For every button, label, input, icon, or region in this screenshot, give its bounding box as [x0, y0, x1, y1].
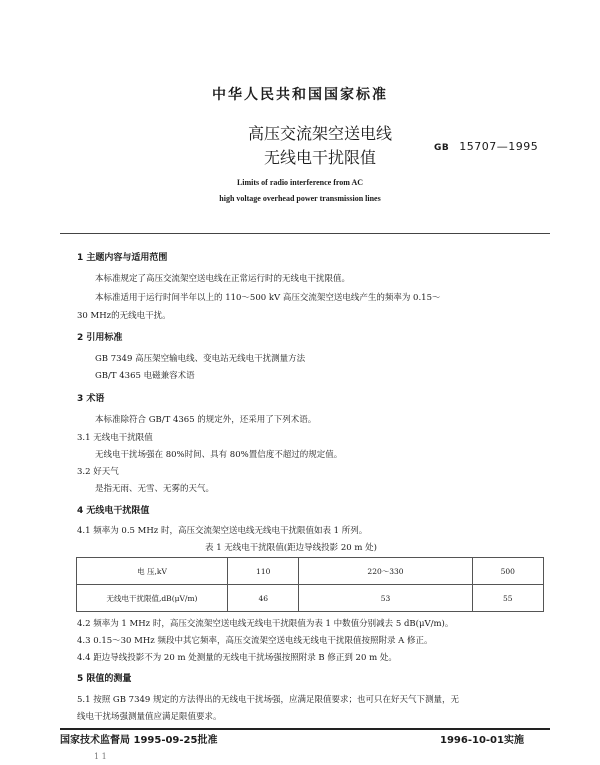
clause-5-1-line-2: 线电干扰场强测量值应满足限值要求。	[77, 712, 222, 722]
footer-divider	[60, 728, 550, 730]
page-mark: 1 1	[94, 752, 107, 761]
section-2-heading: 2 引用标准	[77, 333, 123, 343]
section-1-para-2b: 30 MHz的无线电干扰。	[77, 311, 171, 321]
table-cell: 500	[472, 558, 543, 585]
section-1-para-1: 本标准规定了高压交流架空送电线在正常运行时的无线电干扰限值。	[95, 274, 351, 284]
clause-4-1: 4.1 频率为 0.5 MHz 时，高压交流架空送电线无线电干扰限值如表 1 所列。	[77, 526, 368, 536]
section-4-heading: 4 无线电干扰限值	[77, 506, 150, 516]
org-title: 中华人民共和国国家标准	[212, 87, 388, 103]
table-cell: 46	[228, 585, 299, 612]
term-3-2-body: 是指无雨、无雪、无雾的天气。	[95, 484, 215, 494]
header-divider	[60, 233, 550, 234]
clause-4-3: 4.3 0.15～30 MHz 频段中其它频率，高压交流架空送电线无线电干扰限值按照附录 A 修正。	[77, 636, 433, 646]
limits-table	[76, 557, 544, 612]
table-cell: 110	[228, 558, 299, 585]
section-5-heading: 5 限值的测量	[77, 674, 132, 684]
effective-date: 1996-10-01实施	[440, 735, 524, 746]
approval-date: 国家技术监督局 1995-09-25批准	[60, 735, 218, 746]
table-header-limit: 无线电干扰限值,dB(μV/m)	[77, 585, 228, 612]
reference-gb7349: GB 7349 高压架空输电线、变电站无线电干扰测量方法	[95, 354, 306, 364]
table-1-caption: 表 1 无线电干扰限值(距边导线投影 20 m 处)	[205, 543, 377, 553]
standard-id: 15707—1995	[459, 140, 539, 153]
table-cell: 53	[299, 585, 472, 612]
table-row	[77, 558, 544, 585]
term-3-1-body: 无线电干扰场强在 80%时间、具有 80%置信度不超过的规定值。	[95, 450, 343, 460]
standard-code: GB	[434, 143, 450, 153]
section-1-para-2a: 本标准适用于运行时间半年以上的 110～500 kV 高压交流架空送电线产生的频率为 0.15～	[95, 293, 441, 303]
clause-4-2: 4.2 频率为 1 MHz 时，高压交流架空送电线无线电干扰限值为表 1 中数值分别减去 5 dB(μV/m)。	[77, 619, 454, 629]
section-3-heading: 3 术语	[77, 394, 105, 404]
table-header-voltage: 电 压,kV	[77, 558, 228, 585]
section-3-para-1: 本标准除符合 GB/T 4365 的规定外，还采用了下列术语。	[95, 415, 317, 425]
section-1-heading: 1 主题内容与适用范围	[77, 253, 168, 263]
standard-number	[434, 140, 538, 153]
table-cell: 220～330	[299, 558, 472, 585]
term-3-2-heading: 3.2 好天气	[77, 467, 119, 477]
table-cell: 55	[472, 585, 543, 612]
english-title-line-2: high voltage overhead power transmission lines	[219, 194, 381, 203]
clause-5-1-line-1: 5.1 按照 GB 7349 规定的方法得出的无线电干扰场强，应满足限值要求；也可只在好天气下测量，无	[77, 695, 459, 705]
title-line-1: 高压交流架空送电线	[247, 124, 392, 143]
english-title-line-1: Limits of radio interference from AC	[236, 178, 364, 187]
title-line-2: 无线电干扰限值	[263, 148, 376, 167]
reference-gbt4365: GB/T 4365 电磁兼容术语	[95, 371, 195, 381]
term-3-1-heading: 3.1 无线电干扰限值	[77, 433, 153, 443]
clause-4-4: 4.4 距边导线投影不为 20 m 处测量的无线电干扰场强按照附录 B 修正到 20 m 处。	[77, 653, 397, 663]
table-row	[77, 585, 544, 612]
